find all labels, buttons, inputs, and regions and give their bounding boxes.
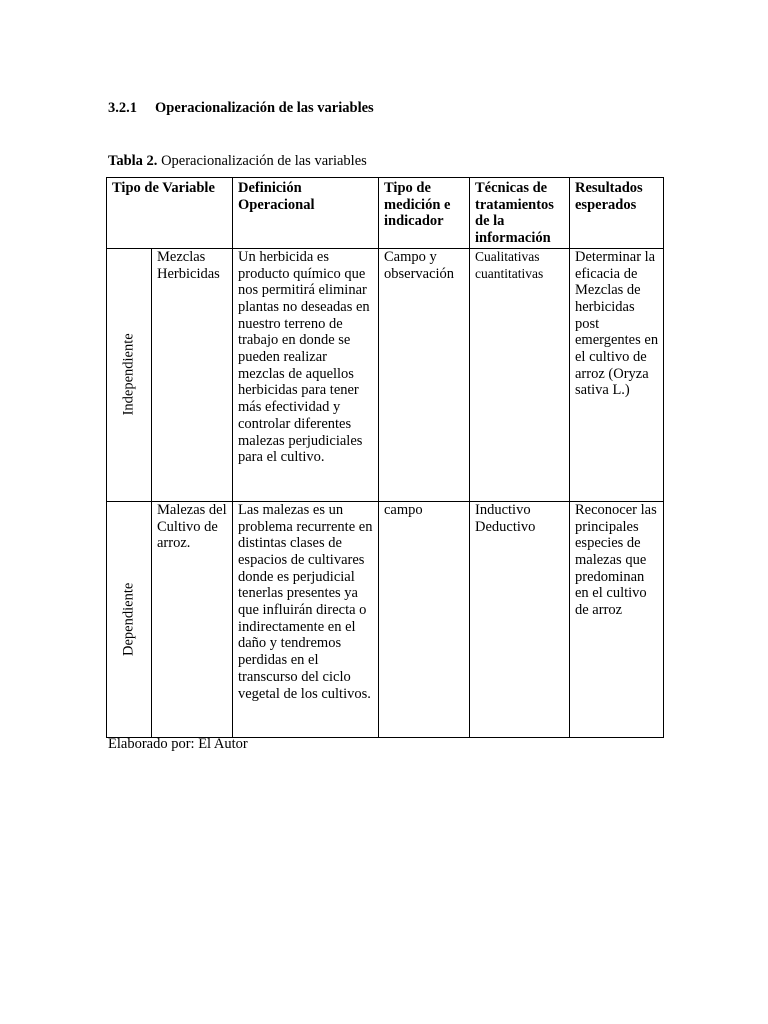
row-type-cell xyxy=(107,248,152,501)
row-type-label: Independiente xyxy=(120,333,137,416)
header-definicion: Definición Operacional xyxy=(233,178,379,249)
table-caption-label: Tabla 2. xyxy=(108,153,158,169)
measurement-cell: campo xyxy=(379,501,470,737)
section-title: Operacionalización de las variables xyxy=(155,100,374,116)
table-row xyxy=(107,501,664,737)
definition-cell: Un herbicida es producto químico que nos permitirá eliminar plantas no deseadas en nuestro terreno de trabajo en donde se pueden realizar mezclas de aquellos herbicidas para tener más efectividad y controlar diferentes malezas perjudiciales para el cultivo. xyxy=(233,248,379,501)
measurement-cell: Campo y observación xyxy=(379,248,470,501)
definition-cell: Las malezas es un problema recurrente en distintas clases de espacios de cultivares donde es perjudicial tenerlas presentes ya que influirán directa o indirectamente en el daño y tendremos perdidas en el transcurso del ciclo vegetal de los cultivos. xyxy=(233,501,379,737)
header-resultados: Resultados esperados xyxy=(570,178,664,249)
variable-cell: Mezclas Herbicidas xyxy=(152,248,233,501)
header-tecnicas: Técnicas de tratamientos de la información xyxy=(470,178,570,249)
results-cell: Reconocer las principales especies de malezas que predominan en el cultivo de arroz xyxy=(570,501,664,737)
table-caption xyxy=(108,152,367,170)
results-cell: Determinar la eficacia de Mezclas de herbicidas post emergentes en el cultivo de arroz (Oryza sativa L.) xyxy=(570,248,664,501)
techniques-cell: Inductivo Deductivo xyxy=(470,501,570,737)
header-tipo-medicion: Tipo de medición e indicador xyxy=(379,178,470,249)
operationalization-table xyxy=(106,177,664,738)
row-type-label: Dependiente xyxy=(120,582,137,656)
table-caption-text: Operacionalización de las variables xyxy=(161,153,367,169)
row-type-cell xyxy=(107,501,152,737)
header-tipo-variable: Tipo de Variable xyxy=(107,178,233,249)
section-heading xyxy=(108,99,374,117)
variable-cell: Malezas del Cultivo de arroz. xyxy=(152,501,233,737)
table-row xyxy=(107,248,664,501)
techniques-cell: Cualitativas cuantitativas xyxy=(470,248,570,501)
section-number: 3.2.1 xyxy=(108,100,137,116)
table-header-row xyxy=(107,178,664,249)
table-source-note: Elaborado por: El Autor xyxy=(108,736,248,752)
